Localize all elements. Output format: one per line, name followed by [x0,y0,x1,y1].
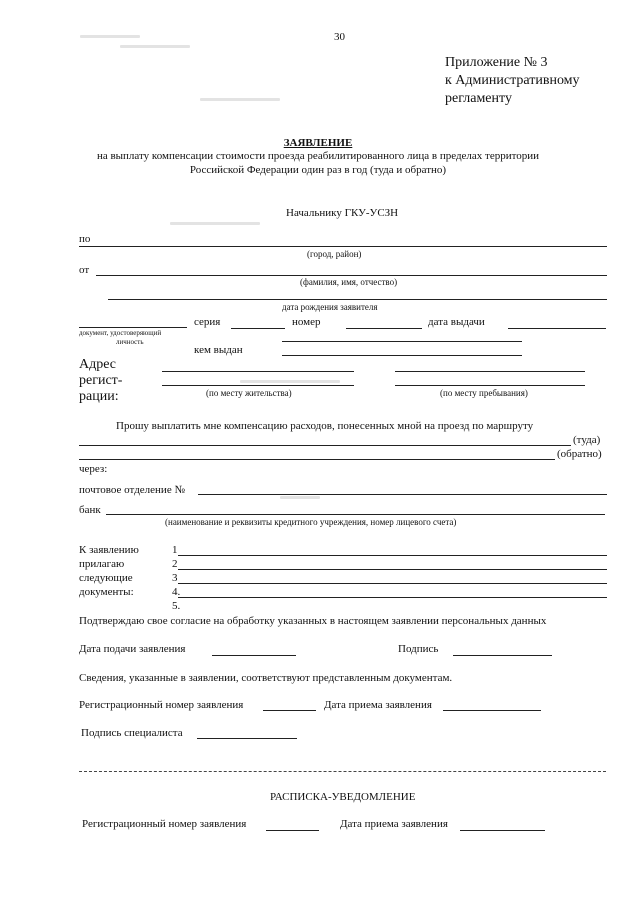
route-back-label: (обратно) [557,448,602,460]
scan-noise [280,496,320,499]
po-field[interactable] [79,246,607,247]
signature-label: Подпись [398,643,439,655]
doc-date-field[interactable] [508,328,606,329]
attach-label-3: следующие [79,572,133,584]
doc-date-label: дата выдачи [428,316,485,328]
submit-date-label: Дата подачи заявления [79,643,186,655]
route-there-field[interactable] [79,445,571,446]
po-label: по [79,233,91,245]
fio-hint: (фамилия, имя, отчество) [300,277,398,287]
reg-number-field[interactable] [263,710,316,711]
doc-number-field[interactable] [346,328,422,329]
doc-extra-field[interactable] [282,341,522,342]
bank-field[interactable] [106,514,605,515]
fio-field-2[interactable] [108,299,607,300]
scan-noise [240,380,340,383]
post-office-label: почтовое отделение № [79,484,185,496]
receipt-reg-number-field[interactable] [266,830,319,831]
appendix-line-3: регламенту [445,91,512,106]
scan-noise [170,222,260,225]
specialist-signature-label: Подпись специалиста [81,727,183,739]
receipt-title: РАСПИСКА-УВЕДОМЛЕНИЕ [270,791,416,803]
confirm-text: Сведения, указанные в заявлении, соответствуют представленным документам. [79,672,453,684]
doc-type-field[interactable] [79,327,187,328]
form-subtitle-2: Российской Федерации один раз в год (туда и обратно) [189,164,447,176]
attach-label-1: К заявлению [79,544,139,556]
residence-field-1[interactable] [162,371,354,372]
doc-hint-2: личность [116,338,144,346]
address-label-1: Адрес [79,357,117,372]
stay-hint: (по месту пребывания) [440,388,528,398]
receipt-date-field[interactable] [460,830,545,831]
doc-series-field[interactable] [231,328,285,329]
addressee: Начальнику ГКУ-УСЗН [286,207,399,219]
reg-number-label: Регистрационный номер заявления [79,699,244,711]
consent-text: Подтверждаю свое согласие на обработку указанных в настоящем заявлении персональных данных [79,615,547,627]
attach-num-4: 4. [172,586,181,598]
scan-noise [200,98,280,101]
issued-by-label: кем выдан [194,344,243,356]
form-title: ЗАЯВЛЕНИЕ [283,137,353,149]
attach-field-3[interactable] [178,583,607,584]
residence-field-2[interactable] [162,385,354,386]
doc-hint-1: документ, удостоверяющий [79,329,162,337]
receipt-date-label: Дата приема заявления [340,818,448,830]
attach-num-5: 5. [172,600,181,612]
issued-by-field[interactable] [282,355,522,356]
ot-label: от [79,264,90,276]
receive-date-label: Дата приема заявления [324,699,432,711]
residence-hint: (по месту жительства) [206,388,292,398]
route-back-field[interactable] [79,459,555,460]
doc-number-label: номер [292,316,321,328]
cut-line [79,771,606,772]
doc-series-label: серия [194,316,221,328]
address-label-2: регист- [79,373,123,388]
attach-field-4[interactable] [178,597,607,598]
page-number: 30 [334,31,345,43]
scan-noise [120,45,190,48]
attach-label-2: прилагаю [79,558,125,570]
appendix-line-1: Приложение № 3 [445,55,548,70]
attach-num-3: 3 [172,572,178,584]
birth-hint: дата рождения заявителя [282,302,378,312]
attach-field-1[interactable] [178,555,607,556]
receive-date-field[interactable] [443,710,541,711]
attach-num-1: 1 [172,544,178,556]
stay-field-1[interactable] [395,371,585,372]
via-label: через: [79,463,108,475]
submit-date-field[interactable] [212,655,296,656]
address-label-3: рации: [79,389,119,404]
attach-num-2: 2 [172,558,178,570]
appendix-line-2: к Административному [445,73,580,88]
attach-field-2[interactable] [178,569,607,570]
scan-noise [80,35,140,38]
receipt-reg-number-label: Регистрационный номер заявления [82,818,247,830]
post-office-field[interactable] [198,494,607,495]
route-there-label: (туда) [573,434,601,446]
route-request: Прошу выплатить мне компенсацию расходов, понесенных мной на проезд по маршруту [116,420,534,432]
po-hint: (город, район) [307,249,362,259]
attach-label-4: документы: [79,586,134,598]
fio-field[interactable] [96,275,607,276]
stay-field-2[interactable] [395,385,585,386]
signature-field[interactable] [453,655,552,656]
form-subtitle-1: на выплату компенсации стоимости проезда реабилитированного лица в пределах территории [96,150,540,162]
specialist-signature-field[interactable] [197,738,297,739]
bank-label: банк [79,504,101,516]
bank-hint: (наименование и реквизиты кредитного учреждения, номер лицевого счета) [165,517,457,527]
